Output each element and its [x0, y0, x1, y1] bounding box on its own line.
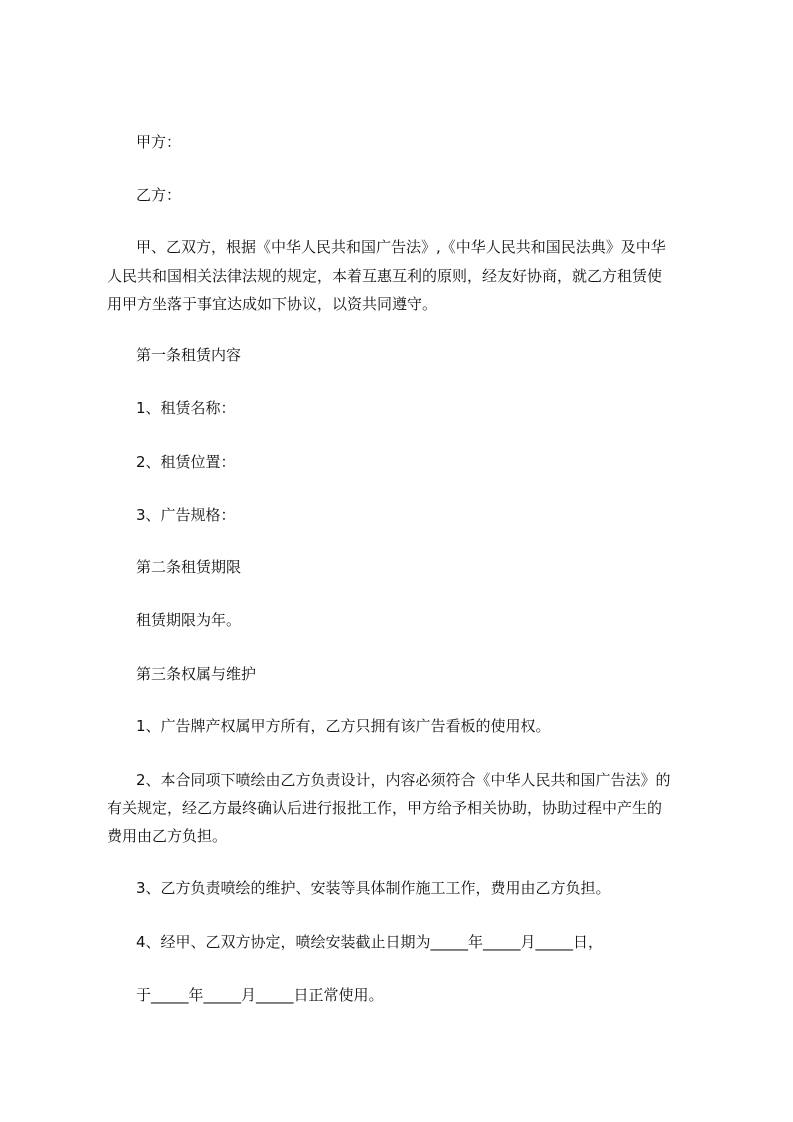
article-1-item-2: 2、租赁位置： — [136, 453, 236, 471]
article-3-item-2-line-1: 2、本合同项下喷绘由乙方负责设计，内容必须符合《中华人民共和国广告法》的 — [136, 771, 671, 789]
preamble-line-1: 甲、乙双方，根据《中华人民共和国广告法》,《中华人民共和国民法典》及中华 — [136, 238, 666, 256]
preamble-line-2: 人民共和国相关法律法规的规定，本着互惠互利的原则，经友好协商，就乙方租赁使 — [107, 267, 663, 285]
article-3-title: 第三条权属与维护 — [136, 665, 257, 683]
article-3-item-4-line-2: 于_____年_____月_____日正常使用。 — [136, 986, 384, 1004]
article-1-item-1: 1、租赁名称： — [136, 399, 236, 417]
article-3-item-4-line-1: 4、经甲、乙双方协定，喷绘安装截止日期为_____年_____月_____日， — [136, 933, 604, 951]
article-1-item-3: 3、广告规格： — [136, 506, 236, 524]
party-b-label: 乙方： — [136, 186, 182, 204]
party-a-label: 甲方： — [136, 133, 182, 151]
article-2-text: 租赁期限为年。 — [136, 611, 242, 629]
article-3-item-2-line-2: 有关规定，经乙方最终确认后进行报批工作，甲方给予相关协助，协助过程中产生的 — [107, 799, 663, 817]
article-3-item-3: 3、乙方负责喷绘的维护、安装等具体制作施工工作，费用由乙方负担。 — [136, 879, 611, 897]
article-2-title: 第二条租赁期限 — [136, 558, 242, 576]
article-3-item-2-line-3: 费用由乙方负担。 — [107, 827, 228, 845]
preamble-line-3: 用甲方坐落于事宜达成如下协议，以资共同遵守。 — [107, 295, 438, 313]
article-1-title: 第一条租赁内容 — [136, 346, 242, 364]
article-3-item-1: 1、广告牌产权属甲方所有，乙方只拥有该广告看板的使用权。 — [136, 717, 551, 735]
